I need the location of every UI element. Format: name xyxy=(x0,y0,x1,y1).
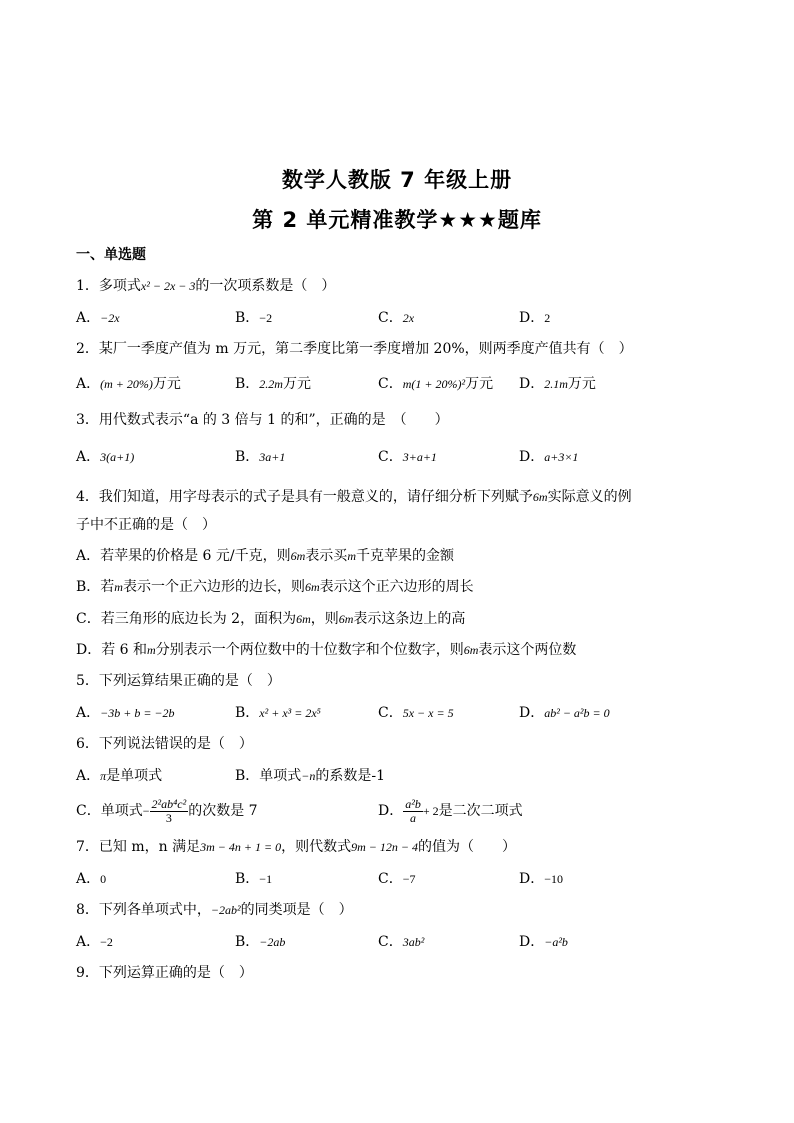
q2-option-c xyxy=(378,374,493,394)
q4-d-text3: 表示这个两位数 xyxy=(478,642,577,658)
q1-option-c xyxy=(378,308,414,328)
doc-title-line1: 数学人教版 7 年级上册 xyxy=(281,168,513,192)
q4-a-text3: 千克苹果的金额 xyxy=(355,548,454,564)
q7-b-value: −1 xyxy=(259,872,273,886)
q6-a-label: A． xyxy=(76,768,101,784)
q4-c-text3: 表示这条边上的高 xyxy=(353,611,466,627)
q7-a-label: A． xyxy=(76,871,101,887)
q6-c-text: 的次数是 7 xyxy=(188,803,258,819)
q6-b-value: −n xyxy=(301,769,316,783)
q7-option-a xyxy=(76,869,106,889)
question-8 xyxy=(76,900,353,920)
q1-c-value: 2x xyxy=(402,311,415,325)
q4-option-c xyxy=(76,609,465,629)
q8-option-a xyxy=(76,932,113,952)
q5-a-label: A． xyxy=(76,705,101,721)
q8-tail: 的同类项是（ ） xyxy=(240,902,353,918)
q5-c-label: C． xyxy=(378,705,403,721)
q1-a-value: −2x xyxy=(100,311,120,325)
q4-a-expr2: m xyxy=(347,549,356,563)
q1-d-value: 2 xyxy=(544,311,551,325)
q8-b-value: −2ab xyxy=(259,935,286,949)
q6-c-numerator: 2²ab⁴c² xyxy=(151,796,187,811)
q4-stem1-tail: 实际意义的例 xyxy=(547,489,632,505)
q8-c-label: C． xyxy=(378,934,403,950)
q7-d-label: D． xyxy=(519,871,545,887)
q4-d-text2: 分别表示一个两位数中的十位数字和个位数字，则 xyxy=(155,642,464,658)
q8-d-value: −a²b xyxy=(544,935,568,949)
q2-a-value: (m + 20%) xyxy=(100,377,153,391)
q1-a-label: A． xyxy=(76,310,101,326)
q6-option-b xyxy=(235,766,385,786)
q1-option-a xyxy=(76,308,120,328)
q6-c-denominator: 3 xyxy=(165,810,172,825)
q3-c-label: C． xyxy=(378,449,403,465)
q6-d-text: 是二次二项式 xyxy=(438,803,523,819)
q7-mid: ，则代数式 xyxy=(281,839,352,855)
q8-stem: 8．下列各单项式中， xyxy=(76,902,211,918)
q3-option-b xyxy=(235,447,285,467)
q3-option-a xyxy=(76,447,134,467)
q6-c-label: C．单项式 xyxy=(76,803,143,819)
q6-d-numerator: a²b xyxy=(405,796,421,811)
q4-a-text1: A．若苹果的价格是 6 元/千克，则 xyxy=(76,548,291,564)
q4-option-d xyxy=(76,640,576,660)
q2-d-label: D． xyxy=(519,376,545,392)
q8-a-label: A． xyxy=(76,934,101,950)
q6-b-text: 的系数是-1 xyxy=(315,768,386,784)
q4-b-text2: 表示一个正六边形的边长，则 xyxy=(122,579,305,595)
q4-b-text3: 表示这个正六边形的周长 xyxy=(319,579,474,595)
q1-expr: x² − 2x − 3 xyxy=(140,279,196,293)
q4-d-expr1: m xyxy=(147,643,156,657)
q2-d-unit: 万元 xyxy=(567,376,596,392)
q5-option-d xyxy=(519,703,610,723)
q5-option-a xyxy=(76,703,175,723)
q4-stem1: 4．我们知道，用字母表示的式子是具有一般意义的，请仔细分析下列赋予 xyxy=(76,489,533,505)
q6-b-label: B．单项式 xyxy=(235,768,302,784)
q7-c-label: C． xyxy=(378,871,403,887)
q6-c-neg: − xyxy=(142,804,150,818)
q6-a-value: π xyxy=(100,769,107,783)
q7-d-value: −10 xyxy=(544,872,564,886)
q7-expr2: 9m − 12n − 4 xyxy=(351,840,418,854)
q6-a-text: 是单项式 xyxy=(106,768,163,784)
q6-option-c xyxy=(76,796,258,826)
q7-c-value: −7 xyxy=(402,872,416,886)
q3-a-label: A． xyxy=(76,449,101,465)
question-9: 9．下列运算正确的是（ ） xyxy=(76,965,253,981)
q7-b-label: B． xyxy=(235,871,260,887)
q4-option-a xyxy=(76,546,454,566)
q8-a-value: −2 xyxy=(100,935,113,949)
q5-b-value: x² + x³ = 2x⁵ xyxy=(259,706,321,720)
q4-c-expr2: 6m xyxy=(338,612,354,626)
q7-option-d xyxy=(519,869,563,889)
q1-option-b xyxy=(235,308,272,328)
q4-d-text1: D．若 6 和 xyxy=(76,642,148,658)
q4-b-expr2: 6m xyxy=(304,580,320,594)
q2-b-unit: 万元 xyxy=(282,376,311,392)
q7-tail: 的值为（ ） xyxy=(417,839,516,855)
q5-option-b xyxy=(235,703,321,723)
q8-expr: −2ab² xyxy=(210,903,241,917)
q4-c-text1: C．若三角形的底边长为 2，面积为 xyxy=(76,611,297,627)
q3-option-c xyxy=(378,447,437,467)
q7-expr1: 3m − 4n + 1 = 0 xyxy=(200,840,282,854)
q3-c-value: 3+a+1 xyxy=(402,450,437,464)
q4-a-text2: 表示买 xyxy=(305,548,348,564)
q4-stem1-expr: 6m xyxy=(532,490,548,504)
q6-d-plus: + 2 xyxy=(422,804,439,818)
section-heading: 一、单选题 xyxy=(76,247,146,263)
q8-b-label: B． xyxy=(235,934,260,950)
q2-c-label: C． xyxy=(378,376,403,392)
q6-d-fraction xyxy=(403,798,423,825)
q4-b-text1: B．若 xyxy=(76,579,115,595)
q4-c-text2: ，则 xyxy=(310,611,339,627)
q6-d-label: D． xyxy=(378,803,404,819)
q2-b-label: B． xyxy=(235,376,260,392)
q3-a-value: 3(a+1) xyxy=(100,450,135,464)
q1-stem: 1．多项式 xyxy=(76,278,141,294)
doc-title-line2: 第 2 单元精准教学★★★题库 xyxy=(252,208,542,232)
q8-option-d xyxy=(519,932,568,952)
q8-option-b xyxy=(235,932,285,952)
q1-c-label: C． xyxy=(378,310,403,326)
question-1 xyxy=(76,276,335,296)
question-4-line2: 子中不正确的是（ ） xyxy=(76,517,216,533)
q5-a-value: −3b + b = −2b xyxy=(100,706,175,720)
q3-option-d xyxy=(519,447,578,467)
q5-c-value: 5x − x = 5 xyxy=(402,706,454,720)
q2-c-unit: 万元 xyxy=(465,376,494,392)
q3-b-label: B． xyxy=(235,449,260,465)
q5-option-c xyxy=(378,703,454,723)
q2-option-d xyxy=(519,374,596,394)
question-3: 3．用代数式表示“a 的 3 倍与 1 的和”，正确的是 （ ） xyxy=(76,412,449,428)
q3-d-label: D． xyxy=(519,449,545,465)
q7-option-b xyxy=(235,869,272,889)
q4-option-b xyxy=(76,577,474,597)
q5-d-value: ab² − a²b = 0 xyxy=(544,706,610,720)
question-4-line1 xyxy=(76,487,632,507)
q1-b-label: B． xyxy=(235,310,260,326)
question-2: 2．某厂一季度产值为 m 万元，第二季度比第一季度增加 20%，则两季度产值共有（ ） xyxy=(76,341,633,357)
q2-a-label: A． xyxy=(76,376,101,392)
q6-option-a xyxy=(76,766,162,786)
q4-a-expr1: 6m xyxy=(290,549,306,563)
q8-c-value: 3ab² xyxy=(402,935,425,949)
question-5: 5．下列运算结果正确的是（ ） xyxy=(76,673,281,689)
q8-d-label: D． xyxy=(519,934,545,950)
q3-d-value: a+3×1 xyxy=(544,450,579,464)
q1-tail: 的一次项系数是（ ） xyxy=(195,278,336,294)
q2-b-value: 2.2m xyxy=(259,377,283,391)
q7-a-value: 0 xyxy=(100,872,107,886)
q6-d-denominator: a xyxy=(410,810,417,825)
q4-d-expr2: 6m xyxy=(463,643,479,657)
q1-option-d xyxy=(519,308,550,328)
q7-option-c xyxy=(378,869,416,889)
q2-a-unit: 万元 xyxy=(152,376,181,392)
q1-d-label: D． xyxy=(519,310,545,326)
q4-c-expr1: 6m xyxy=(296,612,311,626)
q6-c-fraction xyxy=(150,798,189,825)
q2-option-a xyxy=(76,374,181,394)
q1-b-value: −2 xyxy=(259,311,273,325)
q5-d-label: D． xyxy=(519,705,545,721)
q8-option-c xyxy=(378,932,424,952)
question-6: 6．下列说法错误的是（ ） xyxy=(76,736,253,752)
q2-d-value: 2.1m xyxy=(544,377,568,391)
q2-option-b xyxy=(235,374,311,394)
q2-c-value: m(1 + 20%)² xyxy=(402,377,466,391)
q3-b-value: 3a+1 xyxy=(259,450,286,464)
q7-stem: 7．已知 m，n 满足 xyxy=(76,839,201,855)
q4-b-expr1: m xyxy=(114,580,123,594)
q6-option-d xyxy=(378,796,523,826)
question-7 xyxy=(76,837,516,857)
q5-b-label: B． xyxy=(235,705,260,721)
